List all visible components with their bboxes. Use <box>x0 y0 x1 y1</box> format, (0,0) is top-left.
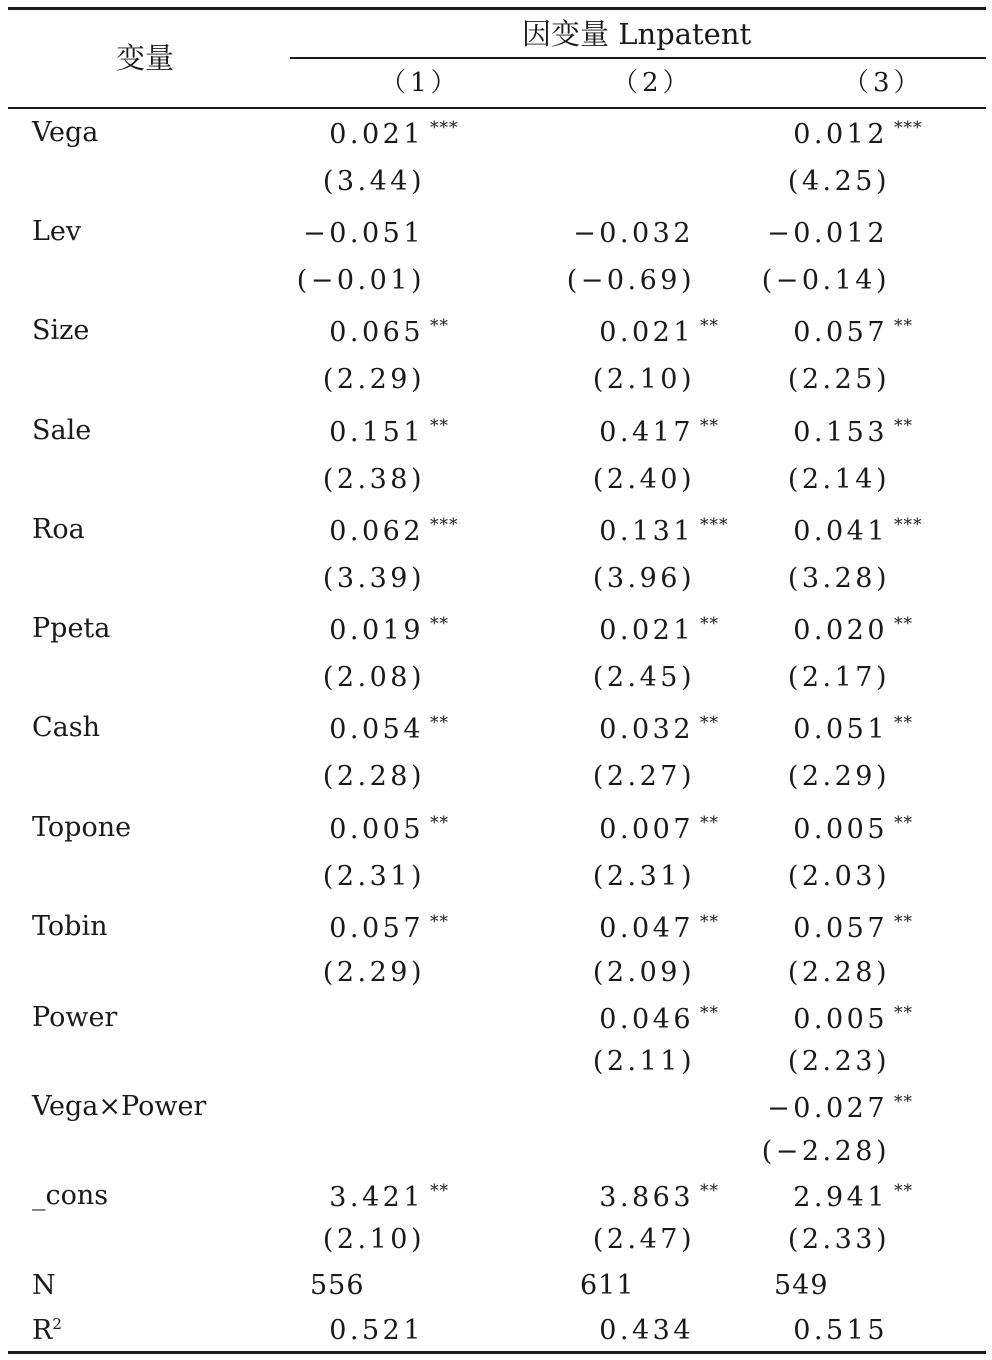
t-statistic: (2.27) <box>592 761 695 792</box>
significance-stars: ** <box>700 813 719 833</box>
coefficient: 0.153 <box>793 417 888 448</box>
column-header-1: （1） <box>380 68 461 98</box>
coefficient: 0.151 <box>329 417 424 448</box>
t-statistic: (2.29) <box>322 957 425 988</box>
variable-name: Lev <box>32 216 82 247</box>
r-squared-value: 0.521 <box>329 1315 424 1346</box>
t-statistic: (−0.01) <box>296 265 425 296</box>
significance-stars: ** <box>430 813 449 833</box>
significance-stars: ** <box>430 316 449 336</box>
t-statistic: (2.31) <box>322 861 425 892</box>
coefficient: 0.062 <box>329 516 424 547</box>
coefficient: 2.941 <box>793 1182 888 1213</box>
coefficient: 0.005 <box>329 814 424 845</box>
n-label: N <box>32 1270 56 1301</box>
t-statistic: (2.17) <box>787 662 890 693</box>
r-squared-value: 0.434 <box>599 1315 694 1346</box>
r-squared-base: R <box>32 1315 53 1346</box>
significance-stars: ** <box>700 1003 719 1023</box>
dependent-variable-header: 因变量 Lnpatent <box>522 17 752 51</box>
t-statistic: (2.31) <box>592 861 695 892</box>
bottom-rule <box>8 1351 986 1354</box>
significance-stars: *** <box>430 515 459 535</box>
t-statistic: (2.38) <box>322 464 425 495</box>
coefficient: 0.057 <box>793 913 888 944</box>
header-bottom-rule <box>8 107 986 109</box>
variable-name: Cash <box>32 712 101 743</box>
t-statistic: (2.47) <box>592 1224 695 1255</box>
significance-stars: ** <box>894 912 913 932</box>
r-squared-value: 0.515 <box>793 1315 888 1346</box>
coefficient: 0.065 <box>329 317 424 348</box>
variable-name: Ppeta <box>32 613 111 644</box>
significance-stars: ** <box>430 713 449 733</box>
t-statistic: (3.28) <box>787 563 890 594</box>
column-header-3: （3） <box>843 68 924 98</box>
r-squared-label <box>32 1317 62 1344</box>
coefficient: 0.046 <box>599 1004 694 1035</box>
coefficient: 0.054 <box>329 714 424 745</box>
variable-name: _cons <box>32 1180 109 1211</box>
t-statistic: (2.23) <box>787 1046 890 1077</box>
variable-name: Tobin <box>32 911 108 942</box>
t-statistic: (2.09) <box>592 957 695 988</box>
significance-stars: ** <box>430 614 449 634</box>
significance-stars: ** <box>700 713 719 733</box>
n-value: 556 <box>310 1270 365 1301</box>
coefficient: −0.032 <box>573 218 694 249</box>
t-statistic: (2.10) <box>592 364 695 395</box>
coefficient: 0.021 <box>599 317 694 348</box>
header-subrule <box>290 57 986 59</box>
t-statistic: (3.44) <box>322 166 425 197</box>
significance-stars: ** <box>430 416 449 436</box>
t-statistic: (3.96) <box>592 563 695 594</box>
t-statistic: (2.28) <box>322 761 425 792</box>
coefficient: 0.051 <box>793 714 888 745</box>
t-statistic: (2.29) <box>322 364 425 395</box>
significance-stars: ** <box>700 614 719 634</box>
significance-stars: ** <box>700 316 719 336</box>
significance-stars: ** <box>700 416 719 436</box>
significance-stars: ** <box>700 912 719 932</box>
coefficient: 0.057 <box>329 913 424 944</box>
coefficient: 3.863 <box>599 1182 694 1213</box>
coefficient: 0.057 <box>793 317 888 348</box>
t-statistic: (2.10) <box>322 1224 425 1255</box>
n-value: 549 <box>774 1270 829 1301</box>
coefficient: 0.131 <box>599 516 694 547</box>
variable-name: Vega×Power <box>32 1091 207 1122</box>
coefficient: 0.041 <box>793 516 888 547</box>
significance-stars: *** <box>894 515 923 535</box>
significance-stars: *** <box>894 118 923 138</box>
significance-stars: ** <box>894 316 913 336</box>
top-rule <box>8 7 986 10</box>
variable-name: Sale <box>32 415 92 446</box>
variable-name: Topone <box>32 812 132 843</box>
t-statistic: (2.33) <box>787 1224 890 1255</box>
significance-stars: ** <box>894 1003 913 1023</box>
t-statistic: (−0.69) <box>566 265 695 296</box>
t-statistic: (2.25) <box>787 364 890 395</box>
t-statistic: (2.11) <box>592 1046 695 1077</box>
t-statistic: (2.29) <box>787 761 890 792</box>
t-statistic: (4.25) <box>787 166 890 197</box>
t-statistic: (2.08) <box>322 662 425 693</box>
variable-name: Power <box>32 1002 118 1033</box>
significance-stars: ** <box>430 1181 449 1201</box>
n-value: 611 <box>580 1270 635 1301</box>
t-statistic: (−2.28) <box>761 1136 890 1167</box>
t-statistic: (2.45) <box>592 662 695 693</box>
coefficient: 3.421 <box>329 1182 424 1213</box>
significance-stars: ** <box>700 1181 719 1201</box>
t-statistic: (−0.14) <box>761 265 890 296</box>
coefficient: 0.012 <box>793 119 888 150</box>
variable-name: Vega <box>32 117 99 148</box>
coefficient: 0.417 <box>599 417 694 448</box>
coefficient: 0.021 <box>329 119 424 150</box>
t-statistic: (3.39) <box>322 563 425 594</box>
significance-stars: *** <box>700 515 729 535</box>
coefficient: 0.007 <box>599 814 694 845</box>
coefficient: 0.019 <box>329 615 424 646</box>
significance-stars: ** <box>894 416 913 436</box>
significance-stars: ** <box>430 912 449 932</box>
variable-name: Roa <box>32 514 85 545</box>
significance-stars: ** <box>894 1181 913 1201</box>
t-statistic: (2.40) <box>592 464 695 495</box>
coefficient: −0.012 <box>767 218 888 249</box>
coefficient: 0.047 <box>599 913 694 944</box>
t-statistic: (2.03) <box>787 861 890 892</box>
coefficient: 0.032 <box>599 714 694 745</box>
coefficient: 0.005 <box>793 1004 888 1035</box>
coefficient: −0.027 <box>767 1093 888 1124</box>
significance-stars: *** <box>430 118 459 138</box>
coefficient: 0.020 <box>793 615 888 646</box>
t-statistic: (2.14) <box>787 464 890 495</box>
variable-name: Size <box>32 315 90 346</box>
significance-stars: ** <box>894 1092 913 1112</box>
column-header-2: （2） <box>612 68 693 98</box>
coefficient: −0.051 <box>303 218 424 249</box>
significance-stars: ** <box>894 813 913 833</box>
variable-header: 变量 <box>116 41 175 75</box>
r-squared-superscript: 2 <box>52 1315 62 1333</box>
significance-stars: ** <box>894 614 913 634</box>
coefficient: 0.021 <box>599 615 694 646</box>
t-statistic: (2.28) <box>787 957 890 988</box>
coefficient: 0.005 <box>793 814 888 845</box>
significance-stars: ** <box>894 713 913 733</box>
